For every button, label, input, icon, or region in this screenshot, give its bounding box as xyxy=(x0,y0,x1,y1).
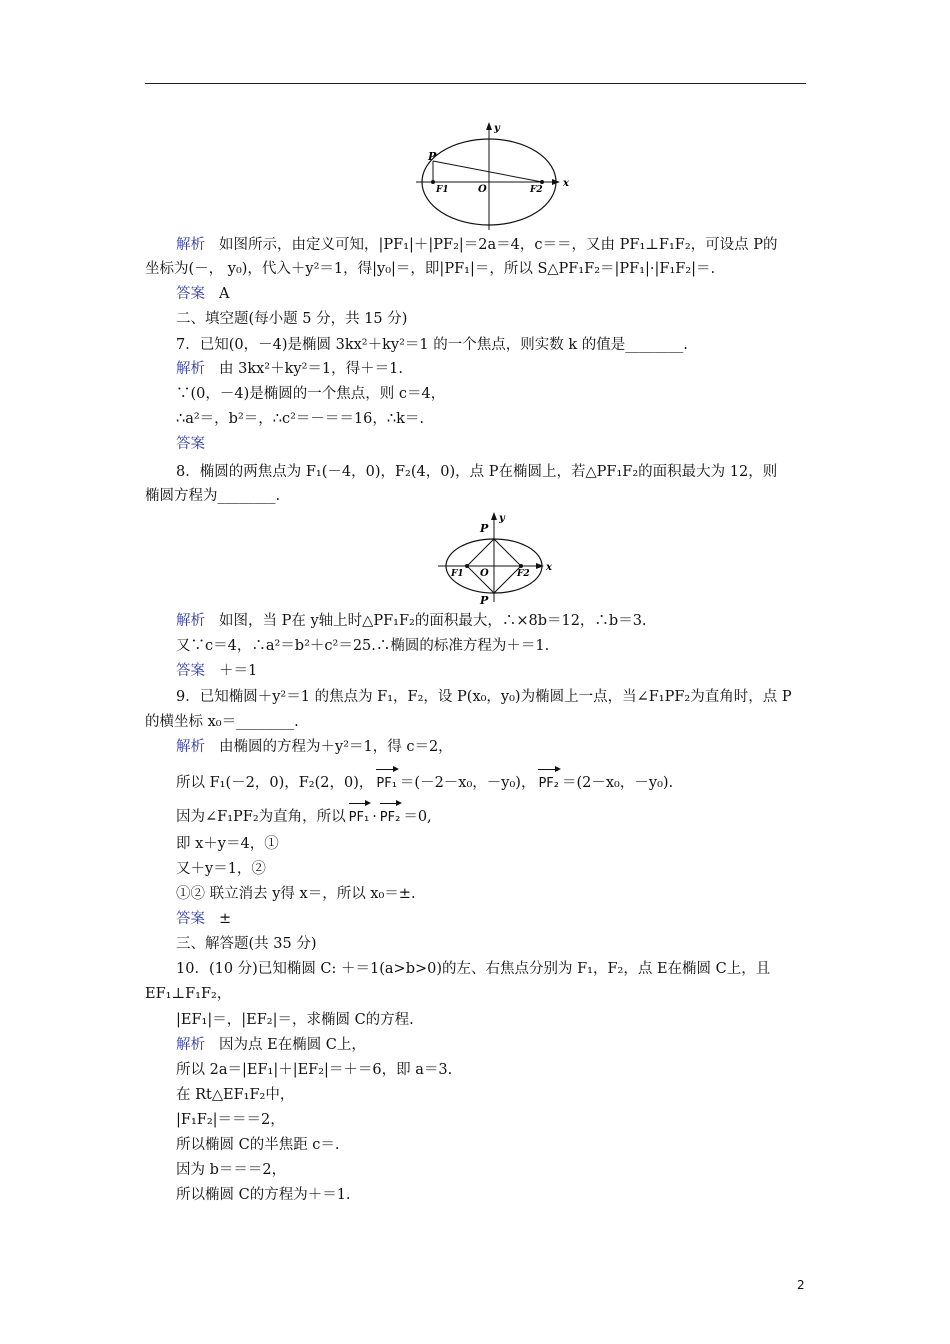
label-f1: F1 xyxy=(436,185,449,195)
label-f1: F1 xyxy=(451,569,464,579)
y-axis-arrow xyxy=(486,122,492,130)
q7-answer xyxy=(176,434,219,454)
segment-pf2 xyxy=(433,161,542,182)
q10-question-line-2: EF₁⊥F₁F₂， xyxy=(145,986,232,1002)
label-p: P xyxy=(428,150,437,163)
focus-f2-point xyxy=(540,180,544,184)
q9-question-line-2: 的横坐标 x₀＝________. xyxy=(145,714,299,730)
answer-label: 答案 xyxy=(176,436,205,452)
label-x: x xyxy=(563,178,569,189)
answer-label: 答案 xyxy=(176,663,205,679)
vector-pf1: PF₁ xyxy=(349,808,370,828)
label-f2: F2 xyxy=(530,185,543,195)
solution-label: 解析 xyxy=(176,613,205,629)
solution-label: 解析 xyxy=(176,237,205,253)
label-y: y xyxy=(499,513,505,524)
q8-solution-line-2: 又∵c＝4，∴a²＝b²＋c²＝25.∴椭圆的标准方程为＋＝1. xyxy=(176,638,550,654)
ellipse-figure-1 xyxy=(414,120,574,232)
label-x: x xyxy=(546,562,552,573)
page-number: 2 xyxy=(797,1278,805,1292)
q8-solution-line-1: 解析 如图，当 P在 y轴上时△PF₁F₂的面积最大，∴×8b＝12，∴b＝3. xyxy=(176,613,647,629)
q7-solution-line-1: 解析 由 3kx²＋ky²＝1，得＋＝1. xyxy=(176,361,403,377)
solution-label: 解析 xyxy=(176,739,205,755)
section-3-heading: 三、解答题(共 35 分) xyxy=(176,936,317,952)
q10-solution-line-7: 所以椭圆 C的方程为＋＝1. xyxy=(176,1187,351,1203)
q8-answer: 答案 ＋＝1 xyxy=(176,663,258,679)
header-rule xyxy=(145,83,806,84)
q6-answer: 答案 A xyxy=(176,286,230,302)
answer-label: 答案 xyxy=(176,286,205,302)
q7-solution-line-2: ∵(0，－4)是椭圆的一个焦点，则 c＝4， xyxy=(176,386,446,402)
q10-solution-line-4: |F₁F₂|＝＝＝2， xyxy=(176,1112,285,1128)
q9-solution-line-1: 解析 由椭圆的方程为＋y²＝1，得 c＝2， xyxy=(176,739,453,755)
q8-question-line-1: 8．椭圆的两焦点为 F₁(－4，0)，F₂(4，0)，点 P在椭圆上，若△PF₁F₂的面积最大为 12，则 xyxy=(176,464,778,480)
q9-question-line-1: 9．已知椭圆＋y²＝1 的焦点为 F₁，F₂，设 P(x₀，y₀)为椭圆上一点，当∠F₁PF₂为直角时，点 P xyxy=(176,689,792,705)
q8-question-line-2: 椭圆方程为________. xyxy=(145,488,281,504)
label-o: O xyxy=(480,568,489,579)
solution-label: 解析 xyxy=(176,1037,205,1053)
q10-solution-line-2: 所以 2a＝|EF₁|＋|EF₂|＝＋＝6，即 a＝3. xyxy=(176,1062,453,1078)
vector-pf2: PF₂ xyxy=(380,808,401,828)
q7-question: 7．已知(0，－4)是椭圆 3kx²＋ky²＝1 的一个焦点，则实数 k 的值是________. xyxy=(176,337,688,353)
ellipse-figure-2 xyxy=(434,510,554,606)
label-o: O xyxy=(478,184,487,195)
q9-answer: 答案 ± xyxy=(176,911,232,927)
q6-solution-line-1: 解析 如图所示，由定义可知，|PF₁|＋|PF₂|＝2a＝4，c＝＝，又由 PF₁⊥F₁F₂，可设点 P的 xyxy=(176,237,778,253)
label-p-bottom: P xyxy=(480,594,489,606)
focus-f2-point xyxy=(519,564,523,568)
focus-f1-point xyxy=(465,564,469,568)
q10-solution-line-1: 解析 因为点 E在椭圆 C上， xyxy=(176,1037,366,1053)
q9-solution-line-3: 因为∠F₁PF₂为直角，所以 PF₁ · PF₂ ＝0, xyxy=(176,807,432,828)
section-2-heading: 二、填空题(每小题 5 分，共 15 分) xyxy=(176,311,408,327)
q10-question-line-1: 10．(10 分)已知椭圆 C: ＋＝1(a>b>0)的左、右焦点分别为 F₁，F₂，点 E在椭圆 C上，且 xyxy=(176,961,771,977)
q10-solution-line-6: 因为 b＝＝＝2， xyxy=(176,1162,287,1178)
label-p-top: P xyxy=(480,522,489,535)
vector-pf2: PF₂ xyxy=(538,774,559,794)
q10-question-line-3: |EF₁|＝，|EF₂|＝，求椭圆 C的方程. xyxy=(176,1012,414,1028)
focus-f1-point xyxy=(431,180,435,184)
solution-label: 解析 xyxy=(176,361,205,377)
label-y: y xyxy=(494,123,500,134)
answer-label: 答案 xyxy=(176,911,205,927)
y-axis-arrow xyxy=(491,512,497,520)
q9-solution-line-4: 即 x＋y＝4，① xyxy=(176,836,279,852)
q9-solution-line-2: 所以 F₁(－2，0)，F₂(2，0)， PF₁ ＝(－2－x₀，－y₀)， PF₂ ＝(2－x₀，－y₀). xyxy=(176,773,673,794)
x-axis-arrow xyxy=(536,563,544,569)
q6-solution-line-2: 坐标为(－， y₀)，代入＋y²＝1，得|y₀|＝，即|PF₁|＝，所以 S△PF₁F₂＝|PF₁|·|F₁F₂|＝. xyxy=(145,261,716,277)
q9-solution-line-6: ①② 联立消去 y得 x＝，所以 x₀＝±. xyxy=(176,886,416,902)
q7-solution-line-3: ∴a²＝，b²＝，∴c²＝－＝＝16，∴k＝. xyxy=(176,411,425,427)
label-f2: F2 xyxy=(517,569,530,579)
q10-solution-line-3: 在 Rt△EF₁F₂中， xyxy=(176,1087,295,1103)
q9-solution-line-5: 又＋y＝1，② xyxy=(176,861,266,877)
vector-pf1: PF₁ xyxy=(376,774,397,794)
q10-solution-line-5: 所以椭圆 C的半焦距 c＝. xyxy=(176,1137,340,1153)
